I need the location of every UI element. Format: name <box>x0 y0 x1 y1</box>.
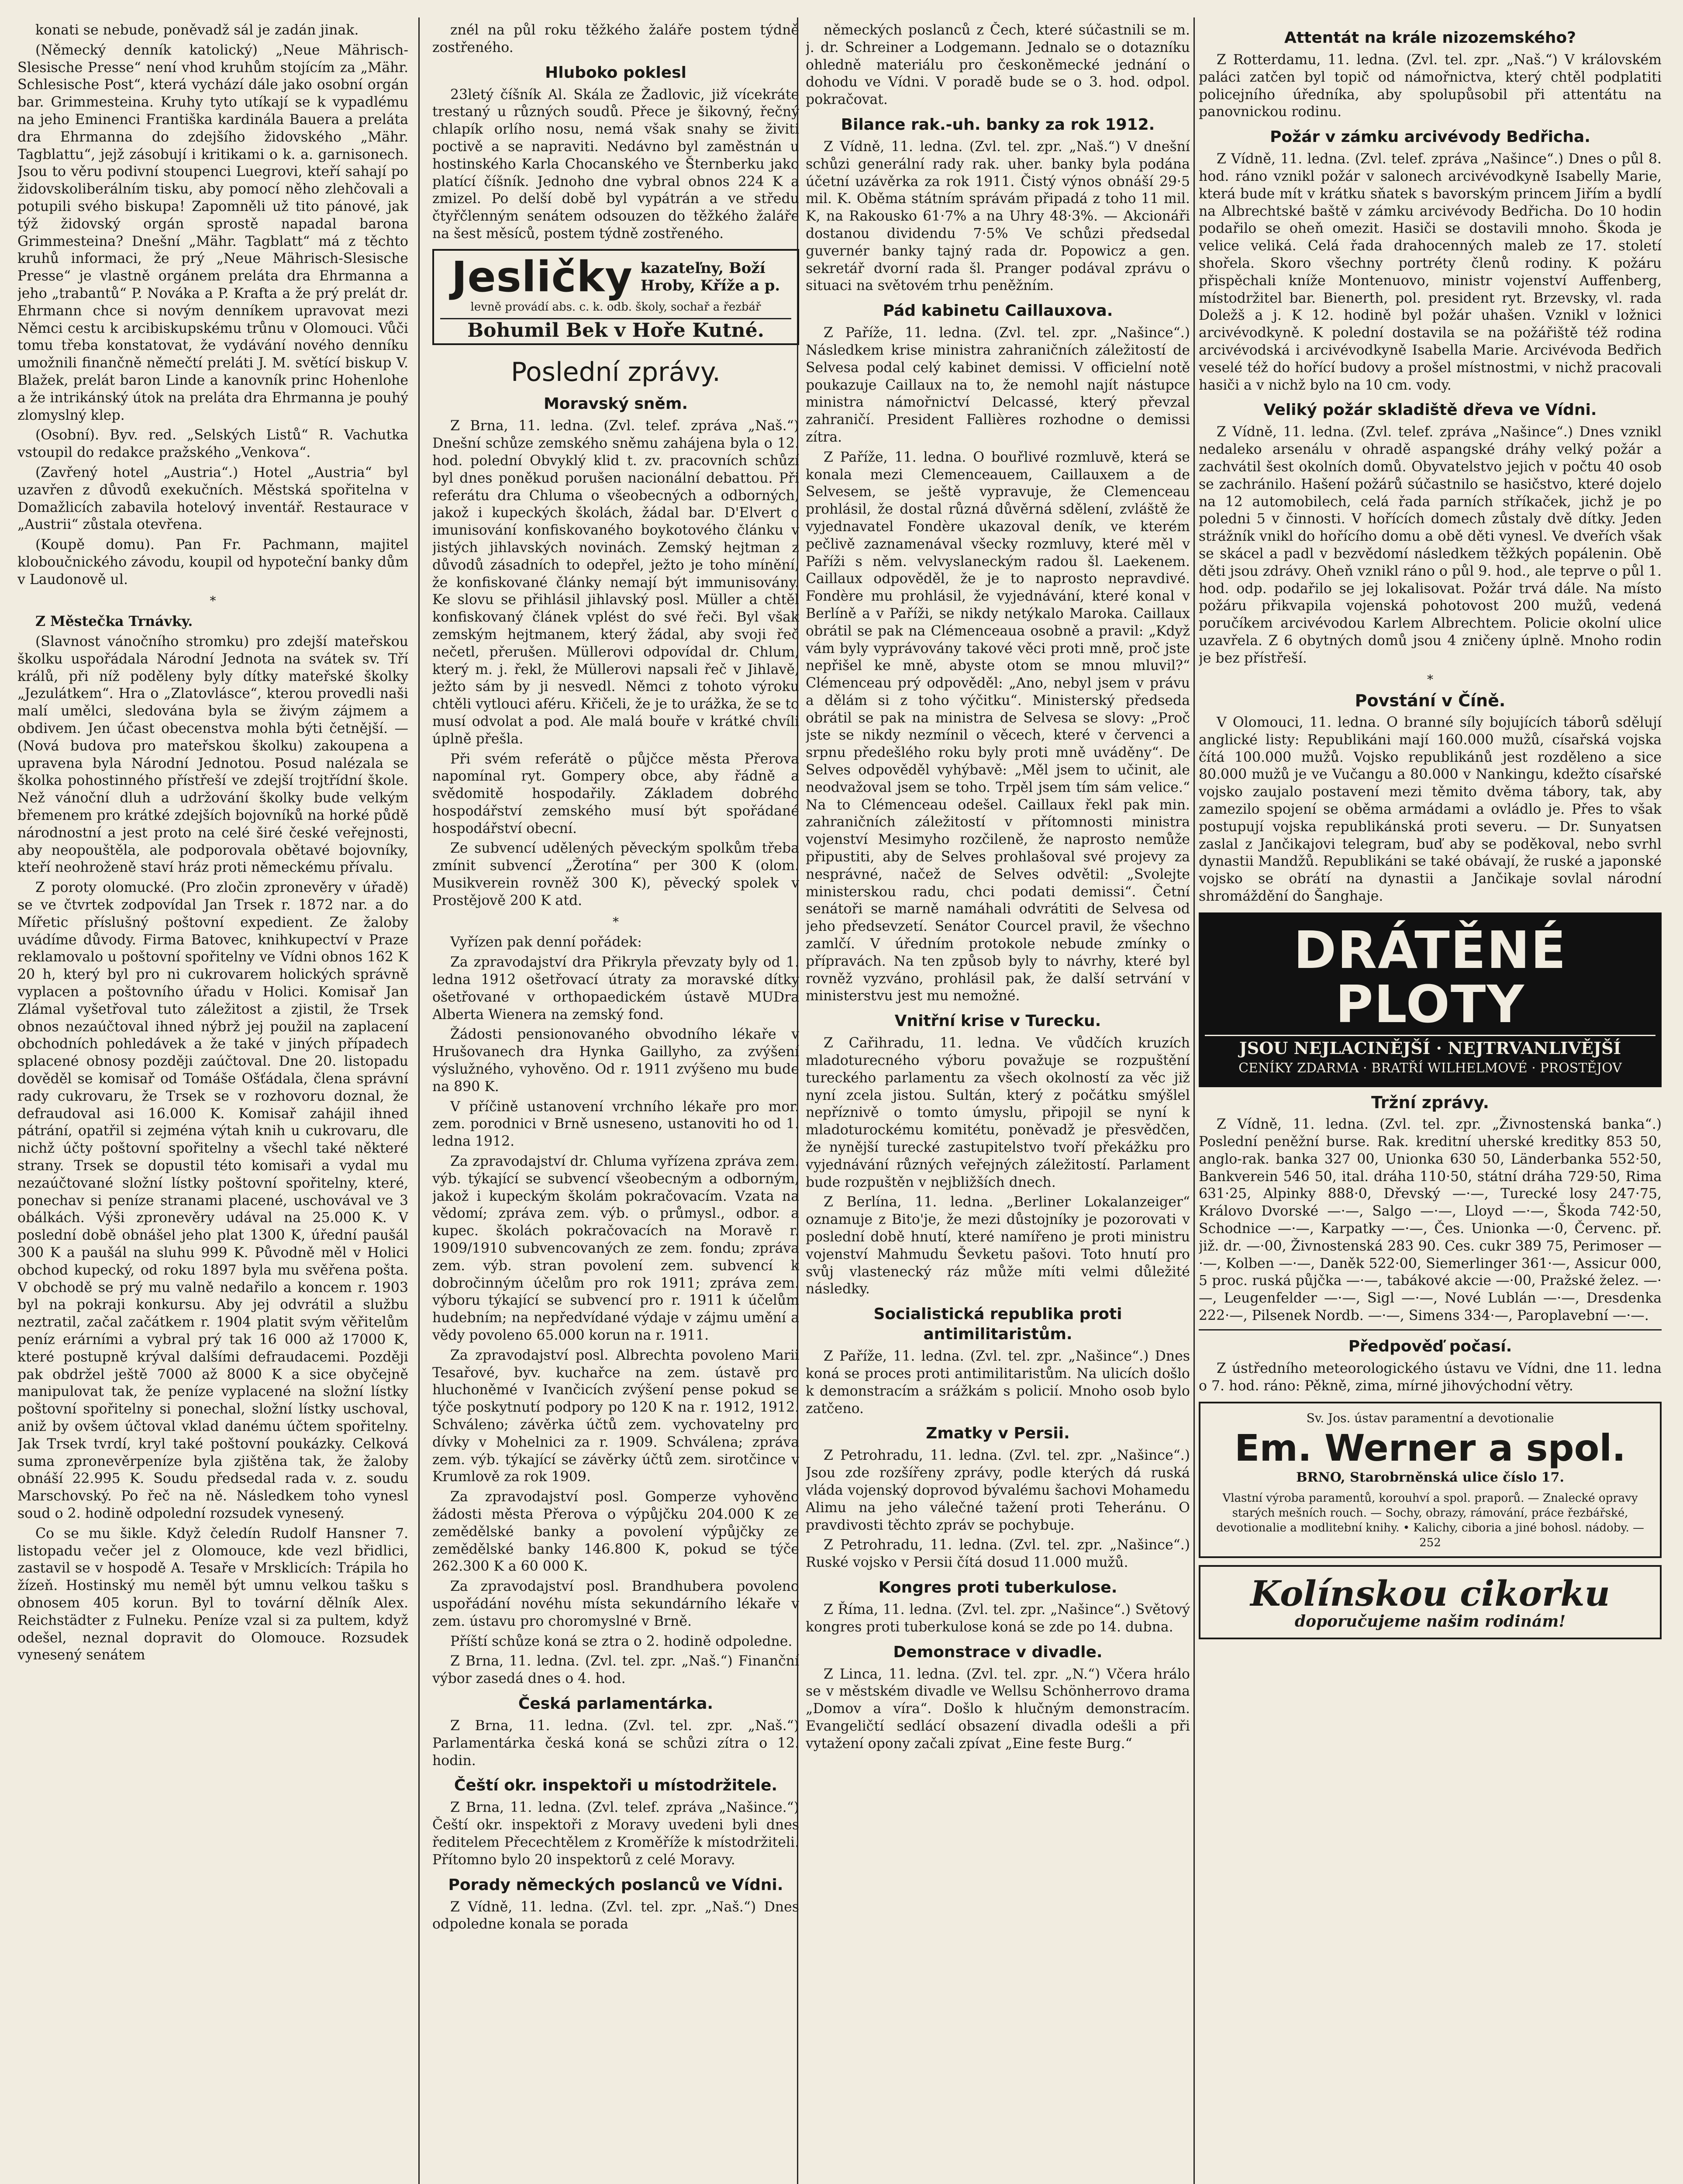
paragraph: Z Říma, 11. ledna. (Zvl. tel. zpr. „Našince“.) Světový kongres proti tuberkulose koná se zde po 14. dubna. <box>806 1601 1190 1635</box>
paragraph: (Německý denník katolický) „Neue Mährisch-Slesische Presse“ není vhod kruhům stojícím za „Mähr. Schlesische Post“, která vychází dále jako osobní orgán bar. Grimmesteina. Kruhy tyto utíkají se k vypadlému na jeho Eminenci Františka kardinála Bauera a preláta dra Ehrmanna do zdejšího židovského „Mähr. Tagblattu“, jejž zásobují i kritikami o k. a. garnisonech. Jsou to věru podivní stoupenci Luegrovi, kteří sahají po židovskoliberálním tisku, aby pomocí něho zlehčovali a potupili svého biskupa! Zapomněli už tito pánové, jak týž židovský orgán sprostě napadal barona Grimmesteina? Dnešní „Mähr. Tagblatt“ má z těchto kruhů informaci, že prý „Neue Mährisch-Slesische Presse“ je vlastně orgánem preláta dra Ehrmanna a jeho „trabantů“ P. Nováka a P. Krafta a že prý prelát dr. Ehrmann chce si novým denníkem upravovat mezi Němci cestu k arcibiskupskému trůnu v Olomouci. Vůči tomu třeba konstatovat, že vydávání nového denníku umožnili finančně němečtí preláti J. M. světící biskup V. Blažek, prelát baron Linde a kanovník princ Hohenlohe a že intrikánský útok na preláta dra Ehrmanna je pouhý zlomyslný klep. <box>17 42 408 423</box>
column-4 <box>1199 22 1662 2184</box>
paragraph: (Zavřený hotel „Austria“.) Hotel „Austria“ byl uzavřen z důvodů exekučních. Městská spořitelna v Domažlicích zabavila hotelový inventář. Restaurace v „Austrii“ zůstala otevřena. <box>17 464 408 533</box>
section-heading: Porady německých poslanců ve Vídni. <box>448 1876 783 1894</box>
paragraph: Z Vídně, 11. ledna. (Zvl. telef. zpráva „Našince“.) Dnes vznikl nedaleko arsenálu v ohradě aspangské dráhy velký požár a zachvátil šest okolních domů. Obyvatelstvo jejich v počtu 40 osob se zachránilo. Hašení požárů súčastnilo se hasičstvo, které dojelo na 12 automobilech, celá řada parních stříkaček, jichž je po poledni 5 v činnosti. V hořících domech zůstaly dvě dítky. Jeden strážník vnikl do hořícího domu a obě děti vynesl. Ve dveřích však se skácel a padl v bezvědomí následkem těžkých popálenin. Obě děti jsou zdrávy. Oheň vznikl ráno o půl 9. hod., ale teprve o půl 1. hod. odp. podařilo se jej lokalisovat. Požár trvá dále. Na místo požáru přikvapila vojenská pohotovost 200 mužů, vedená poručíkem arcivévodou Karlem Albrechtem. Policie okolní ulice uzavřela. Z 6 obytných domů jsou 4 zničeny úplně. Mnoho rodin je bez přístřeší. <box>1199 424 1662 666</box>
section-heading: Socialistická republika proti antimilitaristům. <box>873 1305 1122 1344</box>
advert-jeslicky <box>432 249 799 346</box>
advert-address: BRNO, Starobrněnská ulice číslo 17. <box>1296 1470 1564 1486</box>
section-heading: Hluboko poklesl <box>545 63 686 82</box>
paragraph: Z Linca, 11. ledna. (Zvl. tel. zpr. „N.“) Včera hrálo se v městském divadle ve Wellsu Schönherrovo drama „Domov a víra“. Došlo k hlučným demonstracím. Evangeličtí sedlácí obsazení divadla odešli a při vytažení opony začali zpívat „Eine feste Burg.“ <box>806 1666 1190 1752</box>
column-2 <box>432 22 799 2184</box>
paragraph: 23letý číšník Al. Skála ze Žadlovic, již vícekráte trestaný u různých soudů. Přece je šikovný, řečný chlapík orlího nosu, nemá však snahy se živiti poctivě a se napraviti. Nedávno byl zaměstnán u hostinského Karla Chocanského ve Šternberku jako platící číšník. Jednoho dne vybral obnos 224 K a zmizel. Po delší době byl vypátrán a ve středu čtyřčlenným senátem odsouzen do těžkého žaláře na šest měsíců, postem týdně zostřeného. <box>432 86 799 242</box>
paragraph: Z Rotterdamu, 11. ledna. (Zvl. tel. zpr. „Naš.“) V královském paláci zatčen byl topič od námořnictva, který chtěl podplatiti policejního úředníka, aby spolupůsobil při attentátu na panovnickou rodinu. <box>1199 52 1662 120</box>
section-heading: Moravský sněm. <box>543 395 688 413</box>
advert-headline: Jesličky <box>451 252 633 301</box>
advert-side: kazateľny, Boží Hroby, Kříže a p. <box>640 259 780 294</box>
separator: * <box>210 593 216 608</box>
advert-tagline: JSOU NEJLACINĚJŠÍ · NEJTRVANLIVĚJŠÍ <box>1205 1035 1655 1057</box>
divider <box>1199 1329 1662 1330</box>
advert-drátěné-ploty <box>1199 912 1662 1088</box>
column-rule <box>1193 17 1195 2184</box>
section-heading: Čeští okr. inspektoři u místodržitele. <box>454 1776 778 1795</box>
paragraph: Z Petrohradu, 11. ledna. (Zvl. tel. zpr. „Našince“.) Ruské vojsko v Persii čítá dosud 11.000 mužů. <box>806 1537 1190 1571</box>
paragraph: (Slavnost vánočního stromku) pro zdejší mateřskou školku uspořádala Národní Jednota na svátek sv. Tří králů, při níž poděleny byly dítky mateřské školky „Jezulátkem“. Hra o „Zlatovlásce“, kterou provedli naši malí umělci, sledována byla se živým zájmem a obdivem. Jen účast obecenstva mohla býti četnější. — (Nová budova pro mateřskou školku) zakoupena a upravena byla Národní Jednotou. Posud nalézala se školka pohostinného přístřeší ve zdejší trojtřídní škole. Než vánoční dluh a udržování školky bude velkým břemenem pro krátké zdejších bojovníků na horké půdě národnostní a jest proto na celé širé české veřejnosti, aby neopouštěla, ale podporovala obětavé bojovníky, kteří neohroženě staví hráz proti německému přívalu. <box>17 634 408 876</box>
section-heading: Česká parlamentárka. <box>518 1694 714 1713</box>
paragraph: Z ústředního meteorologického ústavu ve Vídni, dne 11. ledna o 7. hod. ráno: Pěkně, zima, mírné jihovýchodní větry. <box>1199 1360 1662 1394</box>
paragraph: Z Vídně, 11. ledna. (Zvl. tel. zpr. „Živnostenská banka“.) Poslední peněžní burse. Rak. kreditní uherské kreditky 853 50, anglo-rak. banka 327 00, Unionka 630 50, Länderbanka 552·50, Bankverein 546 50, ital. dráha 110·50, státní dráha 729·50, Rima 631·25, Alpinky 888·0, Dřevský —·—, Turecké losy 247·75, Královo Dvorské —·—, Salgo —·—, Lloyd —·—, Škoda 742·50, Schodnice —·—, Karpatky —·—, Čes. Unionka —·0, Červenc. př. již. dr. —·00, Živnostenská 283 90. Ces. cukr 389 75, Perimoser —·—, Kolben —·—, Daněk 522·00, Siemerlinger 361·—, Assicur 000, 5 proc. ruská půjčka —·—, tabákové akcie —·00, Pražské želez. —·—, Leugenfelder —·—, Sigl —·—, Nové Lublán —·—, Dresdenka 222·—, Pilsenek Nordb. —·—, Simens 334·—, Paroplavební —·—. <box>1199 1116 1662 1324</box>
separator: * <box>1427 672 1433 687</box>
advert-company: CENÍKY ZDARMA · BRATŘÍ WILHELMOVÉ · PROSTĚJOV <box>1238 1060 1622 1076</box>
paragraph: Z Paříže, 11. ledna. (Zvl. tel. zpr. „Našince“.) Dnes koná se proces proti antimilitaristům. Na ulicích došlo k demonstracím a srážkám s policií. Mnoho osob bylo zatčeno. <box>806 1348 1190 1417</box>
paragraph: Žádosti pensionovaného obvodního lékaře v Hrušovanech dra Hynka Gaillyho, za zvýšení výslužného, vyhověno. Od r. 1911 zvýšeno mu bude na 890 K. <box>432 1026 799 1095</box>
paragraph: Z Berlína, 11. ledna. „Berliner Lokalanzeiger“ oznamuje z Bito'je, že mezi důstojníky je pozorovati v poslední době hnutí, které namířeno je proti ministru vojenství Mahmudu Ševketu pašovi. Toto hnutí pro svůj vlastenecký ráz může míti velmi důležité následky. <box>806 1194 1190 1297</box>
column-3 <box>806 22 1190 2184</box>
paragraph: Z Petrohradu, 11. ledna. (Zvl. tel. zpr. „Našince“.) Jsou zde rozšířeny zprávy, podle kterých dá ruská vláda vojenský doprovod bývalému šachovi Mohamedu Alimu na jeho válečné tažení proti Teheránu. O pravdivosti těchto zpráv se pochybuje. <box>806 1448 1190 1533</box>
paragraph: Příští schůze koná se ztra o 2. hodině odpoledne. <box>450 1633 793 1649</box>
paragraph: Z Paříže, 11. ledna. O bouřlivé rozmluvě, která se konala mezi Clemenceauem, Caillauxem a de Selvesem, se ještě vypravuje, že Clemenceau prohlásil, že dostal různá důvěrná sdělení, zvláště že vyjednavatel Fondère ukazoval deník, ve kterém pečlivě zaznamenával všecky rozmluvy, které měl v Paříži s něm. velvyslaneckým radou šl. Laekenem. Caillaux odpověděl, že je to naprosto nepravdivé. Fondère mu prohlásil, že vyjednávání, které konal v Berlíně a v Paříži, se nikdy netýkalo Maroka. Caillaux obrátil se pak na Clémenceaua osobně a pravil: „Když vám byly vyprávovány takové věci proti mně, proč jste nepřišel ke mně, abyste otom se mnou mluvil?“ Clémenceau prý odpověděl: „Ano, nebyl jsem v právu a dělám si z toho výčitku“. Ministerský předseda obrátil se pak na ministra de Selvesa se slovy: „Proč jste se nikdy nezmínil o věcech, které v červenci a srpnu předešlého roku byly proti mně uváděny“. De Selves odpověděl vyhýbavě: „Měl jsem to učinit, ale neodvažoval jsem se toho. Trpěl jsem tím sám velice.“ Na to Clémenceau odešel. Caillaux řekl pak min. zahraničních záležitostí v přítomnosti ministra vojenství Mesimyho rozčileně, že naprosto nemůže připustiti, aby de Selves prohlašoval své projevy za nesprávné, načež de Selves odvětil: „Svolejte ministerskou radu, chci podati demissi“. Četní senátoři se marně namáhali odvrátiti de Selvesa od jeho předsevzetí. Senátor Courcel pravil, že všechno zamlčí. V úředním protokole nebude zmínky o přípravách. Na ten způsob byly to návrhy, které byl rovněž vyzváno, prohlásil pak, že další setrvání v ministerstvu jest mu nemožné. <box>806 449 1190 1004</box>
paragraph: V Olomouci, 11. ledna. O branné síly bojujících táborů sdělují anglické listy: Republikáni mají 160.000 mužů, císařská vojska čítá 100.000 mužů. Vojsko republikánů jest rozděleno a sice 80.000 mužů je ve Vučangu a 80.000 v Nankingu, kdežto císařské vojsko zaujalo postavení mezi těmito dvěma tábory, tak, aby zamezilo spojení se oběma armádami a ovládlo je. Přes to však postupují vojska republikánská proti severu. — Dr. Sunyatsen zaslal z Jančikajovi telegram, buď aby se poděkoval, nebo svrhl dynastii Mandžů. Republikáni se také obávají, že ruské a japonské vojsko se obrátí na dynastii a Jančikaje sovlal národní shromáždění do Šanghaje. <box>1199 715 1662 905</box>
advert-kolinska-cikorka <box>1199 1565 1662 1639</box>
section-heading: Vnitřní krise v Turecku. <box>894 1012 1101 1030</box>
paragraph: Za zpravodajství dra Přikryla převzaty byly od 1. ledna 1912 ošetřovací útraty za moravské dítky ošetřované v orthopaedickém ústavě MUDra Alberta Wienera na zemský fond. <box>432 954 799 1023</box>
paragraph: Za zpravodajství posl. Gomperze vyhověno žádosti města Přerova o výpůjčku 204.000 K ze zemědělské banky a povolení výpůjčky ze zemědělské banky 146.800 K, pokud se týče 262.300 K a 60 000 K. <box>432 1489 799 1575</box>
paragraph: Z Brna, 11. ledna. (Zvl. tel. zpr. „Naš.“) Finanční výbor zasedá dnes o 4. hod. <box>432 1653 799 1687</box>
section-heading: Kongres proti tuberkulose. <box>878 1578 1117 1597</box>
advert-werner <box>1199 1402 1662 1558</box>
section-heading: Předpověď počasí. <box>1348 1337 1512 1355</box>
section-heading: Zmatky v Persii. <box>926 1424 1070 1443</box>
column-rule <box>418 17 420 2184</box>
paragraph: Z Brna, 11. ledna. (Zvl. tel. zpr. „Naš.“) Parlamentárka česká koná se schůzi zítra o 12. hodin. <box>432 1717 799 1769</box>
separator: * <box>613 914 619 929</box>
paragraph: Z poroty olomucké. (Pro zločin zpronevěry v úřadě) se ve čtvrtek zodpovídal Jan Trsek r. 1872 nar. a do Mířetic příslušný poštovní expedient. Ze žaloby uvádíme důvody. Firma Batovec, knihkupectví v Praze reklamovalo u poštovní spořitelny ve Vídni obnos 162 K 20 h, který byl pro ni cukrovarem holických správně vyplacen a poštovního úřadu v Holici. Komisař Jan Zlámal vyšetřoval tuto záležitost a zjistil, že Trsek obnos nezaúčtoval ihned nýbrž jej použil na zaplacení obchodních pohledávek a že také v jiných případech splacené obnosy později zaúčtoval. Dne 20. listopadu dověděl se komisař od Tomáše Ošťádala, člena správní rady cukrovaru, že Trsek se v rozhovoru doznal, že defraudoval asi 16.000 K. Komisař zahájil ihned pátrání, opatřil si zejména výtah knih u cukrovaru, dle nichž účty poštovní spořitelny a všechl také některé strany. Trsek se dopustil této komisaři a vydal mu nezaúčtované složní lístky poštovní spořitelny, které, ponechav si peníze stranami placené, uschovával ve 3 obálkách. Výši zpronevěry udával na 25.000 K. V poslední době obnášel jeho plat 1300 K, úřední paušál 300 K a paušál na sluhu 999 K. Původně měl v Holici obchod kupecký, od roku 1897 byla mu svěřena pošta. V obchodě se prý mu valně nedařilo a koncem r. 1903 byl na pokraji konkursu. Aby jej odvrátil a službu neztratil, začal začátkem r. 1904 platit svým věřitelům peníz erárními a vybral prý tak 16 000 až 17000 K, které postupně krýval dalšími defraudacemi. Později pak obdržel ještě 7000 až 8000 K a sice obyčejně manipulovat tak, že peníze vyplacené na složní lístky poštovní spořitelny si ponechal, složní lístky uschoval, aniž by ovšem účtoval vklad danému účtem spořitelny. Jak Trsek tvrdí, kryl také poštovní poukázky. Celková suma zpronevěrpeníze byla zjištěna tak, že žaloby obnáší 22.995 K. Soudu předsedal rada v. z. soudu Marschovský. Po řeč na ně. Následkem toho vynesl soud o 2. hodině odpolední rozsudek vynesený. <box>17 880 408 1521</box>
paragraph: Za zpravodajství posl. Albrechta povoleno Marii Tesařové, byv. kuchařce na zem. ústavě pro hluchoněmé v Ivančicích zvýšení pense pokud se týče poskytnutí podpory po 120 K na r. 1912, 1912. Schváleno; závěrka účtů zem. vychovatelny pro dívky v Mohelnici za r. 1909. Schválena; zpráva zem. výb. týkající se závěrky účtů zem. sirotčince v Krumlově za rok 1909. <box>432 1347 799 1485</box>
advert-tagline: doporučujeme našim rodinám! <box>1294 1612 1566 1631</box>
paragraph: Z Vídně, 11. ledna. (Zvl. telef. zpráva „Našince“.) Dnes o půl 8. hod. ráno vznikl požár v salonech arcivévodkyně Isabelly Marie, která bude mít v krátku sňatek s bavorským princem Jiřím a bydlí na Albrechtské baště v zámku arcivévody Bedřicha. Do 10 hodin podařilo se oheň omezit. Hasiči se dostavili mnoho. Škoda je velice veliká. Celá řada drahocenných maleb ze 17. století shořela. Skoro všechny portréty členů rodiny. K požáru přispěchali kníže Montenuovo, ministr vojenství Auffenberg, místodržitel bar. Bienerth, pol. president ryt. Brzevsky, vl. rada Doležš a j. K 12. hodině byl požár uhašen. Vznikl v ložnici arcivévodkyně. K polední dostavila se na požářiště též rodina arcivévodská i arcivévodkyně Isabella Marie. Arcivévoda Bedřich veselé též do hořící budovy a prošel místnostmi, v nichž pracovali hasiči a v nichž bylo na 10 cm. vody. <box>1199 151 1662 393</box>
paragraph: Za zpravodajství dr. Chluma vyřízena zpráva zem. výb. týkající se subvencí všeobecným a odborným, jakož i kupeckým školám pokračovacím. Vzata na vědomí; zpráva zem. výb. o průmysl., odbor. a kupec. školách pokračovacích na Moravě r. 1909/1910 subvencovaných ze zem. fondu; zpráva zem. výb. stran povolení zem. subvencí k dobročinným účelům pro rok 1911; zpráva zem. výboru týkající se subvencí pro r. 1911 k účelům hudebním; na nepředvídané výdaje v zájmu umění a vědy povoleno 65.000 korun na r. 1911. <box>432 1154 799 1343</box>
advert-headline: Em. Werner a spol. <box>1234 1427 1626 1470</box>
section-heading: Veliký požár skladiště dřeva ve Vídni. <box>1263 401 1597 419</box>
paragraph: (Koupě domu). Pan Fr. Pachmann, majitel kloboučnického závodu, koupil od hypoteční banky dům v Laudonově ul. <box>17 537 408 587</box>
paragraph: Z Vídně, 11. ledna. (Zvl. tel. zpr. „Naš.“) V dnešní schůzi generální rady rak. uher. banky byla podána účetní uzávěrka za rok 1911. Čistý výnos obnáší 29·5 mil. K. Oběma státním správám připadá z toho 11 mil. K, na Rakousko 61·7% a na Uhry 48·3%. — Akcionáři dostanou dividendu 7·5% Ve schůzi předsedal guvernér banky tajný rada dr. Popowicz a gen. sekretář dvorní rada šl. Pranger podával zprávu o situaci na světovém trhu peněžním. <box>806 138 1190 294</box>
advert-headline: Kolínskou cikorku <box>1250 1573 1610 1614</box>
paragraph: Ze subvencí udělených pěveckým spolkům třeba zmínit subvencí „Žerotína“ per 300 K (olom. Musikverein rovněž 300 K), pěvecký spolek v Prostějově 200 K atd. <box>432 840 799 909</box>
advert-line: levně provádí abs. c. k. odb. školy, sochař a řezbář <box>470 300 761 314</box>
paragraph: Z Vídně, 11. ledna. (Zvl. tel. zpr. „Naš.“) Dnes odpoledne konala se porada <box>432 1899 799 1932</box>
paragraph: (Osobní). Byv. red. „Selských Listů“ R. Vachutka vstoupil do redakce pražského „Venkova“. <box>17 427 408 461</box>
section-heading: Bilance rak.-uh. banky za rok 1912. <box>841 115 1155 134</box>
advert-top-line: Sv. Jos. ústav paramentní a devotionalie <box>1306 1411 1554 1426</box>
paragraph: Za zpravodajství posl. Brandhubera povoleno uspořádání novéhu místa sekundárního lékaře v zem. ústavu pro choromyslné v Brně. <box>432 1579 799 1629</box>
paragraph: konati se nebude, poněvadž sál je zadán jinak. <box>35 22 359 38</box>
section-title: Poslední zprávy. <box>511 357 721 388</box>
advert-name: Bohumil Bek v Hoře Kutné. <box>440 318 791 339</box>
advert-headline: DRÁTĚNÉ PLOTY <box>1293 919 1567 1034</box>
paragraph: znél na půl roku těžkého žaláře postem týdně zostřeného. <box>432 22 799 55</box>
column-1 <box>17 22 408 2184</box>
section-heading: Z Městečka Trnávky. <box>35 613 193 630</box>
section-heading: Požár v zámku arcivévody Bedřicha. <box>1270 128 1590 146</box>
section-title: Tržní zprávy. <box>1371 1093 1490 1113</box>
paragraph: Z Brna, 11. ledna. (Zvl. telef. zpráva „Našince.“) Čeští okr. inspektoři z Moravy uvedeni byli dnes ředitelem Přecechtělem z Kroměříže k místodržiteli. Přítomno bylo 20 inspektorů z celé Moravy. <box>432 1800 799 1868</box>
paragraph: Při svém referátě o půjčce města Přerova napomínal ryt. Gompery obce, aby řádně a svědomitě hospodařily. Základem dobrého hospodářství zemského musí být spořádané hospodářství obecní. <box>432 751 799 836</box>
paragraph: Z Brna, 11. ledna. (Zvl. telef. zpráva „Naš.“) Dnešní schůze zemského sněmu zahájena byla o 12. hod. polední Obvyklý klid t. zv. pracovních schůzí byl dnes poněkud porušen nacionální debattou. Při referátu dra Chluma o všeobecných a odborných, jakož i kupeckých školách, žádal bar. D'Elvert o imunisování konfiskovaného boykotového článku v jistých jihlavských novinách. Zemský hejtman z důvodů zásadních to odepřel, ježto je toho mínění, že konfiskované články nemají být immunisovány. Ke slovu se přihlásil jihlavský posl. Müller a chtěl konfiskovaný článek vplést do své řeči. Byl však zemským hejtmanem, který žádal, aby svoji řeč nečetl, přerušen. Müllerovi odpovídal dr. Chlum, který m. j. řekl, že Müllerovi napsali řeč v Jihlavě, ježto sám by ji nesvedl. Němci z tohoto výroku chtěli vytlouci aféru. Křičeli, že je to urážka, že se to musí odvolat a pod. Ale malá bouře v krátké chvíli úplně přešla. <box>432 418 799 747</box>
section-heading: Pád kabinetu Caillauxova. <box>883 302 1113 320</box>
paragraph: Vyřízen pak denní pořádek: <box>450 934 642 950</box>
section-title: Povstání v Číně. <box>1355 691 1506 711</box>
paragraph: Z Cařihradu, 11. ledna. Ve vůdčích kruzích mladoturecného výboru považuje se rozpuštění tureckého parlamentu za všech okolností za věc již nyní zcela jistou. Sultán, který z počátku smýšlel nepříznivě o tomto úmyslu, připojil se nyní k mladoturockému komitétu, poněvadž je přesvědčen, že nynější turecké zastupitelstvo tvoří překážku pro vyjednávání různých veřejných záležitostí. Parlament bude rozpuštěn v nejbližších dnech. <box>806 1035 1190 1190</box>
advert-description: Vlastní výroba paramentů, korouhví a spol. praporů. — Znalecké opravy starých mešních rouch. — Sochy, obrazy, rámování, práce řezbářské, devotionalie a modlitební knihy. • Kalichy, ciboria a jiné bohosl. nádoby. — 252 <box>1216 1492 1645 1549</box>
paragraph: V příčině ustanovení vrchního lékaře pro mor. zem. porodnici v Brně usneseno, ustanoviti ho od 1. ledna 1912. <box>432 1099 799 1150</box>
paragraph: Co se mu šikle. Když čeledín Rudolf Hansner 7. listopadu večer jel z Olomouce, kde vezl břidlici, zastavil se v hospodě A. Tesaře v Mrsklicích: Trápila ho žízeň. Hostinský mu neměl být umnu velkou tašku s obnosem 405 korun. Byl to tovární dělník Alex. Reichstädter z Fulneku. Peníze vzal si za pultem, když odešel, neznal dopravit do Olomouce. Rozsudek vynesený senátem <box>17 1525 408 1663</box>
section-heading: Demonstrace v divadle. <box>893 1643 1103 1661</box>
section-heading: Attentát na krále nizozemského? <box>1284 29 1576 47</box>
paragraph: Z Paříže, 11. ledna. (Zvl. tel. zpr. „Našince“.) Následkem krise ministra zahraničních záležitostí de Selvesa podal celý kabinet demissi. V officielní notě poukazuje Caillaux na to, že nemohl najít nástupce ministra námořnictví Delcassé, který převzal zahraničí. President Fallières rozhodne o demissi zítra. <box>806 325 1190 445</box>
paragraph: německých poslanců z Čech, které súčastnili se m. j. dr. Schreiner a Lodgemann. Jednalo se o dotazníku ohledně materiálu pro českoněmecké jednání o dohodu ve Vídni. V poradě bude se o 3. hod. odpol. pokračovat. <box>806 22 1190 108</box>
